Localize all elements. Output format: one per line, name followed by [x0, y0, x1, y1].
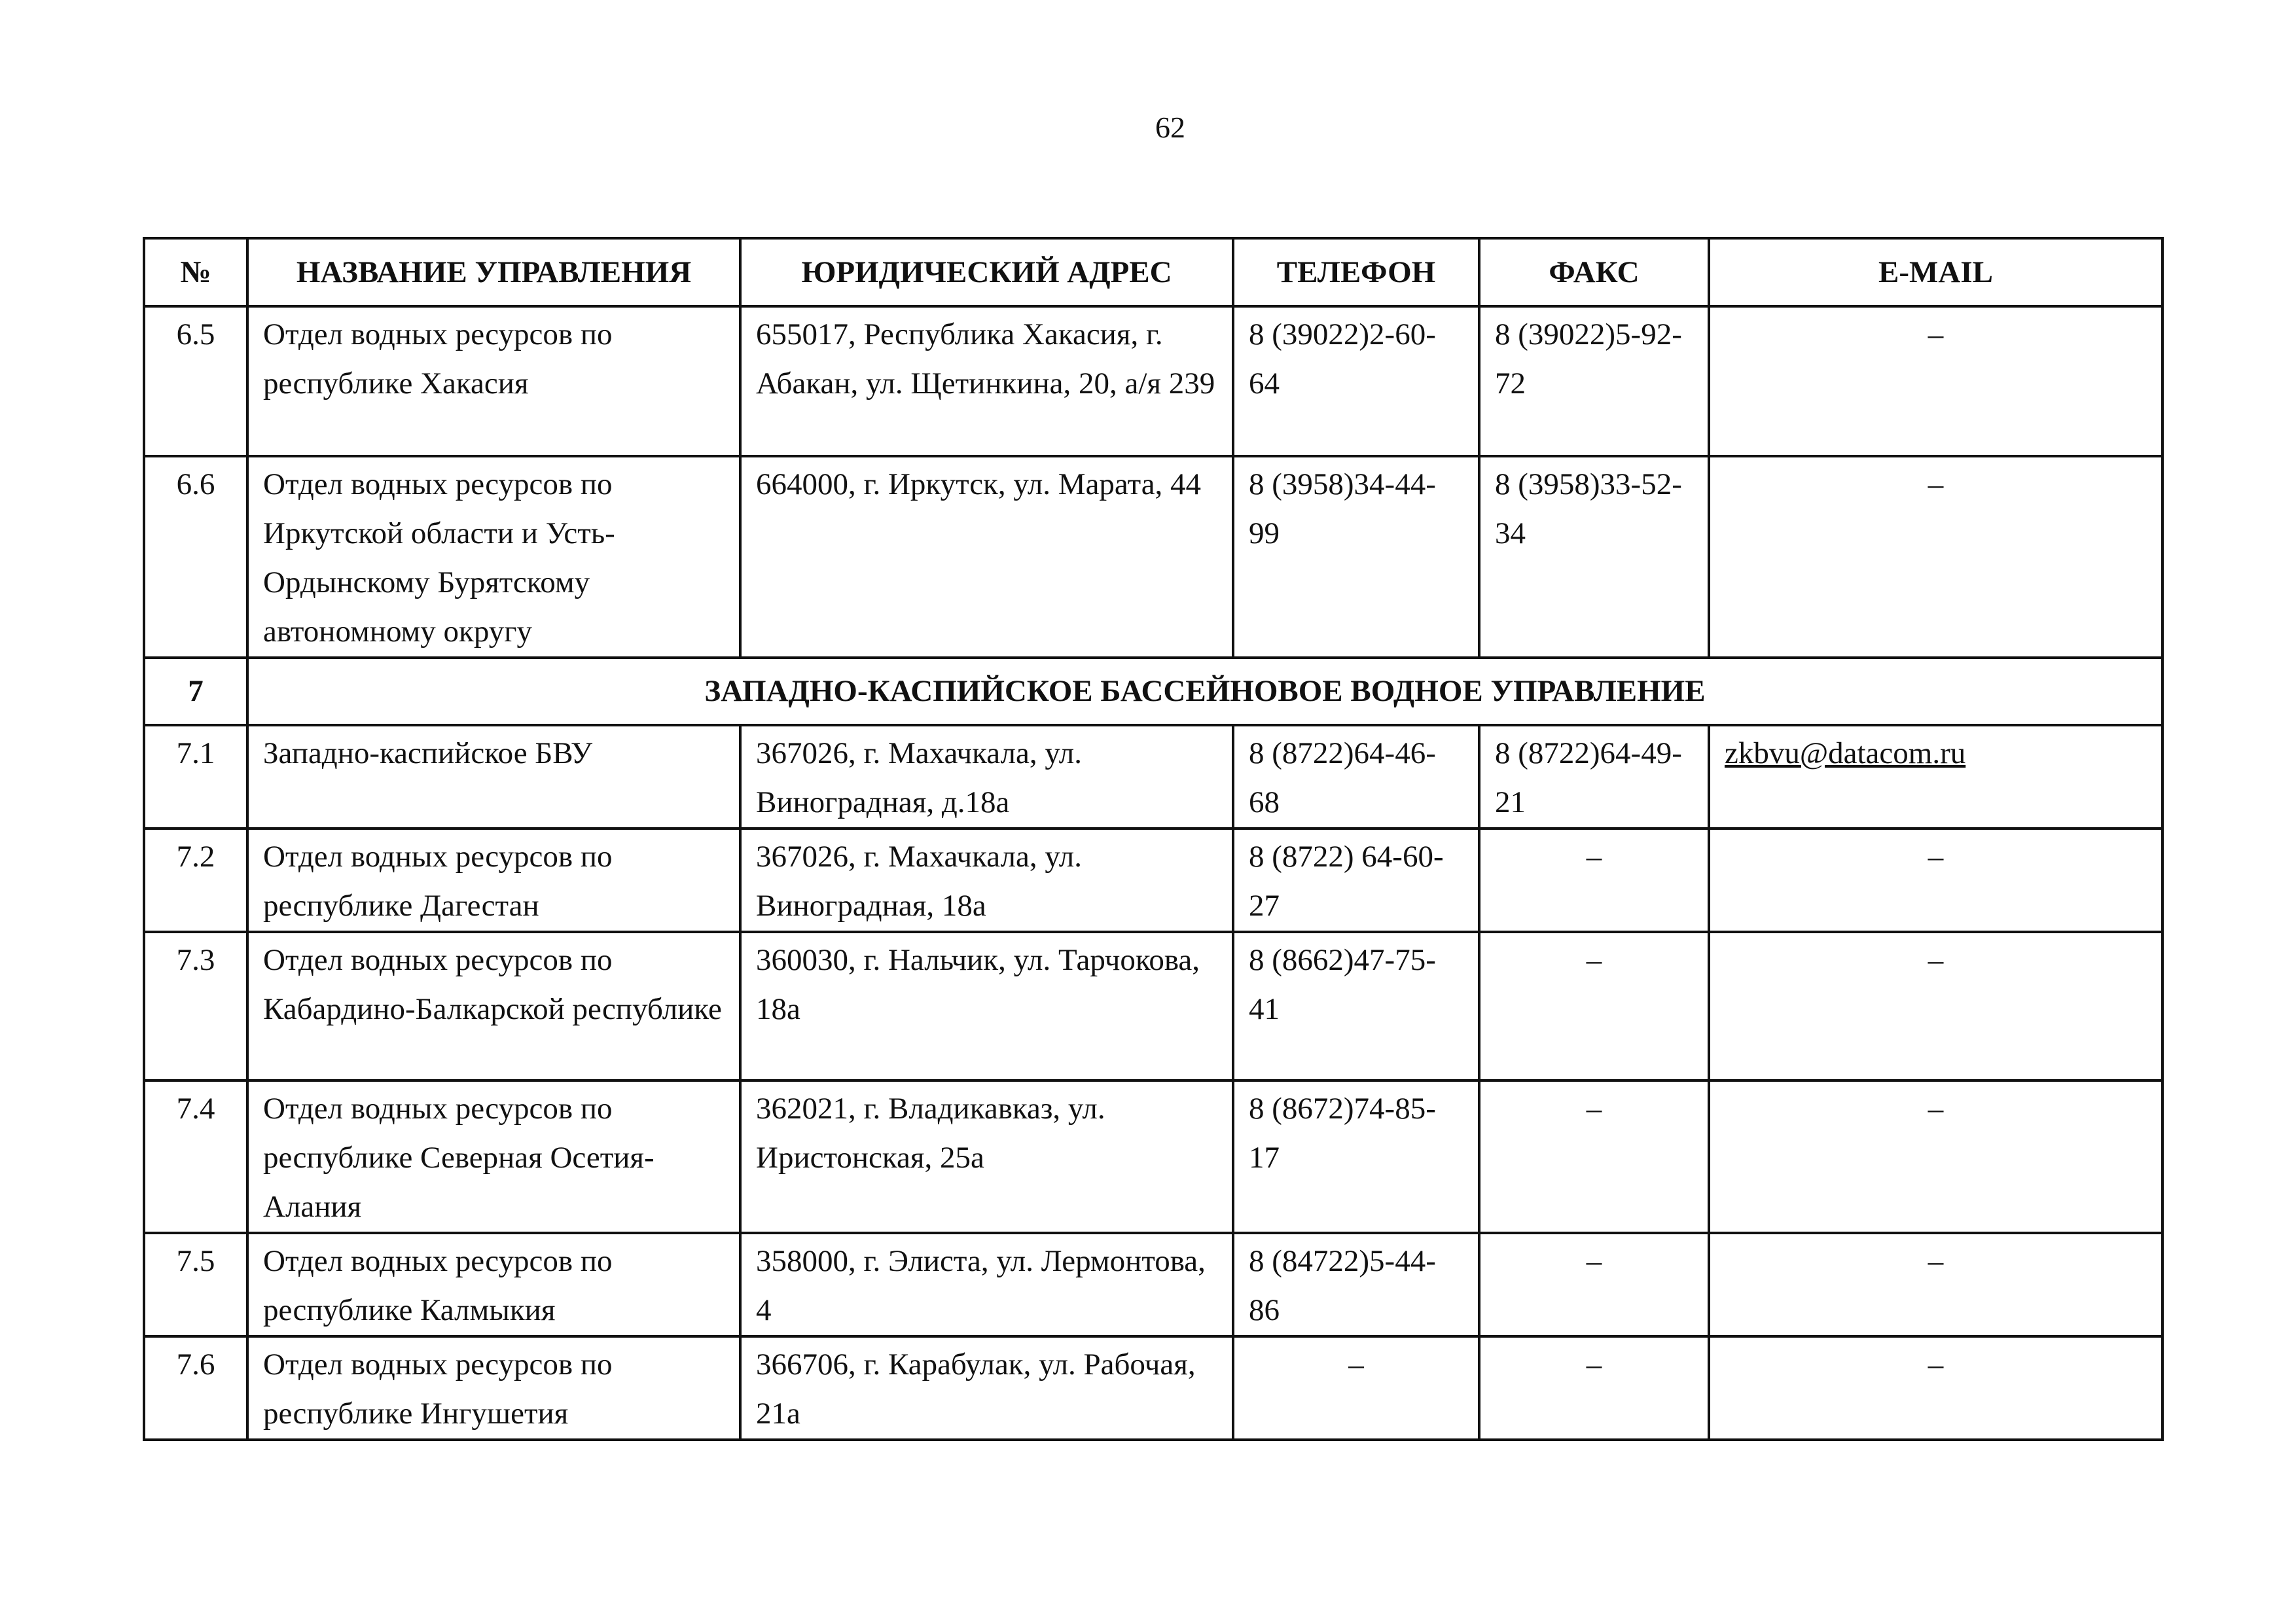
table-row: [144, 829, 2162, 932]
row-num: 7.3: [144, 932, 247, 1080]
table-header-row: [144, 238, 2162, 306]
table-row: [144, 306, 2162, 456]
row-phone: 8 (8662)47-75-41: [1233, 932, 1479, 1080]
table-row: [144, 1336, 2162, 1440]
water-authorities-table: [143, 237, 2164, 1441]
row-phone: 8 (8722) 64-60-27: [1233, 829, 1479, 932]
section-num: 7: [144, 658, 247, 725]
row-phone: 8 (39022)2-60-64: [1233, 306, 1479, 456]
page-number: 62: [1155, 111, 1185, 144]
row-num: 7.1: [144, 725, 247, 829]
section-row: [144, 658, 2162, 725]
row-email: –: [1709, 1233, 2162, 1336]
table-row: [144, 456, 2162, 658]
row-phone: 8 (84722)5-44-86: [1233, 1233, 1479, 1336]
row-address: 367026, г. Махачкала, ул. Виноградная, д.18а: [740, 725, 1233, 829]
row-phone: 8 (8722)64-46-68: [1233, 725, 1479, 829]
row-phone: –: [1233, 1336, 1479, 1440]
row-name: Западно-каспийское БВУ: [247, 725, 740, 829]
header-phone: ТЕЛЕФОН: [1233, 238, 1479, 306]
row-fax: 8 (39022)5-92-72: [1479, 306, 1709, 456]
row-name: Отдел водных ресурсов по республике Дагестан: [247, 829, 740, 932]
row-address: 360030, г. Нальчик, ул. Тарчокова, 18а: [740, 932, 1233, 1080]
table-row: [144, 725, 2162, 829]
row-address: 367026, г. Махачкала, ул. Виноградная, 18а: [740, 829, 1233, 932]
row-name: Отдел водных ресурсов по республике Калмыкия: [247, 1233, 740, 1336]
row-email: [1709, 725, 2162, 829]
header-fax: ФАКС: [1479, 238, 1709, 306]
row-address: 362021, г. Владикавказ, ул. Иристонская, 25а: [740, 1080, 1233, 1233]
row-address: 366706, г. Карабулак, ул. Рабочая, 21а: [740, 1336, 1233, 1440]
row-name: Отдел водных ресурсов по республике Северная Осетия-Алания: [247, 1080, 740, 1233]
row-fax: –: [1479, 1233, 1709, 1336]
row-address: 655017, Республика Хакасия, г. Абакан, ул. Щетинкина, 20, а/я 239: [740, 306, 1233, 456]
row-fax: –: [1479, 1080, 1709, 1233]
row-name: Отдел водных ресурсов по Иркутской области и Усть-Ордынскому Бурятскому автономному округу: [247, 456, 740, 658]
row-phone: 8 (3958)34-44-99: [1233, 456, 1479, 658]
row-num: 6.5: [144, 306, 247, 456]
row-address: 358000, г. Элиста, ул. Лермонтова, 4: [740, 1233, 1233, 1336]
row-phone: 8 (8672)74-85-17: [1233, 1080, 1479, 1233]
row-num: 7.5: [144, 1233, 247, 1336]
row-email: –: [1709, 829, 2162, 932]
row-email: –: [1709, 306, 2162, 456]
row-address: 664000, г. Иркутск, ул. Марата, 44: [740, 456, 1233, 658]
row-fax: 8 (8722)64-49-21: [1479, 725, 1709, 829]
table-row: [144, 932, 2162, 1080]
row-fax: –: [1479, 932, 1709, 1080]
row-fax: –: [1479, 1336, 1709, 1440]
header-name: НАЗВАНИЕ УПРАВЛЕНИЯ: [247, 238, 740, 306]
header-num: №: [144, 238, 247, 306]
row-name: Отдел водных ресурсов по республике Хакасия: [247, 306, 740, 456]
row-num: 7.2: [144, 829, 247, 932]
row-email: –: [1709, 932, 2162, 1080]
row-num: 6.6: [144, 456, 247, 658]
row-email: –: [1709, 1080, 2162, 1233]
row-fax: –: [1479, 829, 1709, 932]
section-title: ЗАПАДНО-КАСПИЙСКОЕ БАССЕЙНОВОЕ ВОДНОЕ УПРАВЛЕНИЕ: [247, 658, 2162, 725]
header-address: ЮРИДИЧЕСКИЙ АДРЕС: [740, 238, 1233, 306]
row-fax: 8 (3958)33-52-34: [1479, 456, 1709, 658]
row-name: Отдел водных ресурсов по Кабардино-Балкарской республике: [247, 932, 740, 1080]
row-name: Отдел водных ресурсов по республике Ингушетия: [247, 1336, 740, 1440]
table-row: [144, 1233, 2162, 1336]
email-link[interactable]: zkbvu@datacom.ru: [1725, 736, 1966, 770]
table-row: [144, 1080, 2162, 1233]
header-email: E-MAIL: [1709, 238, 2162, 306]
row-num: 7.4: [144, 1080, 247, 1233]
row-email: –: [1709, 456, 2162, 658]
row-email: –: [1709, 1336, 2162, 1440]
row-num: 7.6: [144, 1336, 247, 1440]
